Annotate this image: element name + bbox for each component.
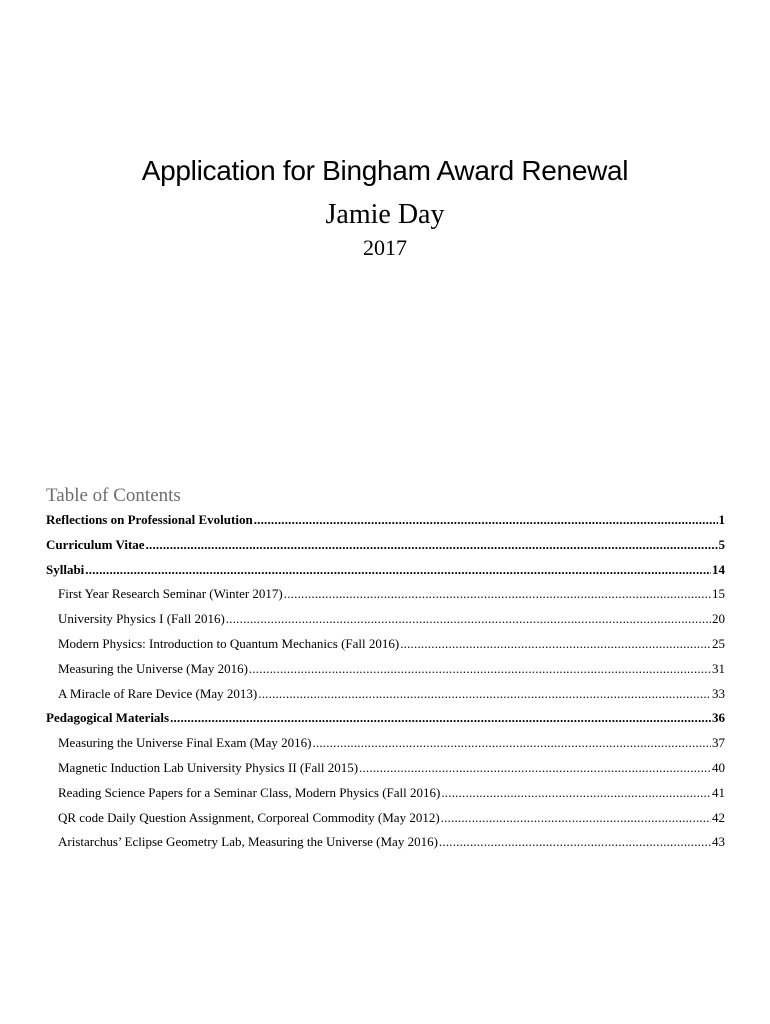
toc-dot-leader [441,781,711,806]
document-year: 2017 [363,235,407,260]
toc-entry-label: QR code Daily Question Assignment, Corporeal Commodity (May 2012) [58,809,440,825]
toc-entry[interactable] [46,781,725,806]
toc-entry-label: Reflections on Professional Evolution [46,512,253,527]
table-of-contents [46,508,725,855]
toc-entry-page-number: 33 [712,685,725,701]
toc-entry-page-number: 36 [712,710,725,726]
toc-entry[interactable] [46,731,725,756]
document-title: Application for Bingham Award Renewal [141,155,629,186]
toc-dot-leader [226,607,711,632]
toc-dot-leader [146,533,718,558]
toc-entry-label: Magnetic Induction Lab University Physics II (Fall 2015) [58,759,359,775]
author-name: Jamie Day [325,199,445,230]
toc-entry-label: First Year Research Seminar (Winter 2017) [58,586,283,602]
toc-dot-leader [249,657,711,682]
toc-heading: Table of Contents [46,485,181,506]
toc-entry-page-number: 25 [712,635,725,651]
toc-entry-page-number: 1 [718,512,725,527]
toc-entry[interactable] [46,806,725,831]
toc-entry[interactable] [46,682,725,707]
toc-entry-page-number: 31 [712,660,725,676]
toc-dot-leader [400,632,711,657]
toc-dot-leader [170,706,711,731]
toc-dot-leader [284,582,711,607]
toc-entry-label: University Physics I (Fall 2016) [58,611,225,627]
toc-entry-page-number: 20 [712,611,725,627]
toc-entry-label: Modern Physics: Introduction to Quantum Mechanics (Fall 2016) [58,635,400,651]
toc-entry[interactable] [46,657,725,682]
toc-entry[interactable] [46,607,725,632]
toc-entry-page-number: 43 [712,834,725,850]
toc-entry-label: Aristarchus’ Eclipse Geometry Lab, Measuring the Universe (May 2016) [58,834,438,850]
toc-entry-label: Measuring the Universe Final Exam (May 2016) [58,735,312,751]
toc-dot-leader [85,558,711,583]
toc-dot-leader [312,731,711,756]
toc-entry-label: A Miracle of Rare Device (May 2013) [58,685,258,701]
toc-entry-label: Syllabi [46,561,85,577]
toc-entry[interactable] [46,582,725,607]
toc-entry-label: Reading Science Papers for a Seminar Class, Modern Physics (Fall 2016) [58,784,441,800]
toc-dot-leader [439,830,711,855]
toc-dot-leader [441,806,711,831]
toc-dot-leader [359,756,711,781]
toc-entry[interactable] [46,706,725,731]
toc-entry-label: Measuring the Universe (May 2016) [58,660,248,676]
toc-entry-page-number: 15 [712,586,725,602]
toc-entry-page-number: 14 [712,561,725,577]
toc-entry[interactable] [46,558,725,583]
toc-entry[interactable] [46,533,725,558]
toc-dot-leader [254,508,718,533]
toc-dot-leader [258,682,711,707]
toc-entry-page-number: 41 [712,784,725,800]
toc-entry-page-number: 37 [712,735,725,751]
toc-entry-label: Curriculum Vitae [46,536,145,552]
toc-entry-label: Pedagogical Materials [46,710,170,726]
toc-entry[interactable] [46,830,725,855]
toc-entry-page-number: 5 [718,536,725,552]
toc-entry-page-number: 42 [712,809,725,825]
toc-entry-page-number: 40 [712,759,725,775]
toc-entry[interactable] [46,632,725,657]
toc-entry[interactable] [46,756,725,781]
toc-entry[interactable] [46,508,725,533]
